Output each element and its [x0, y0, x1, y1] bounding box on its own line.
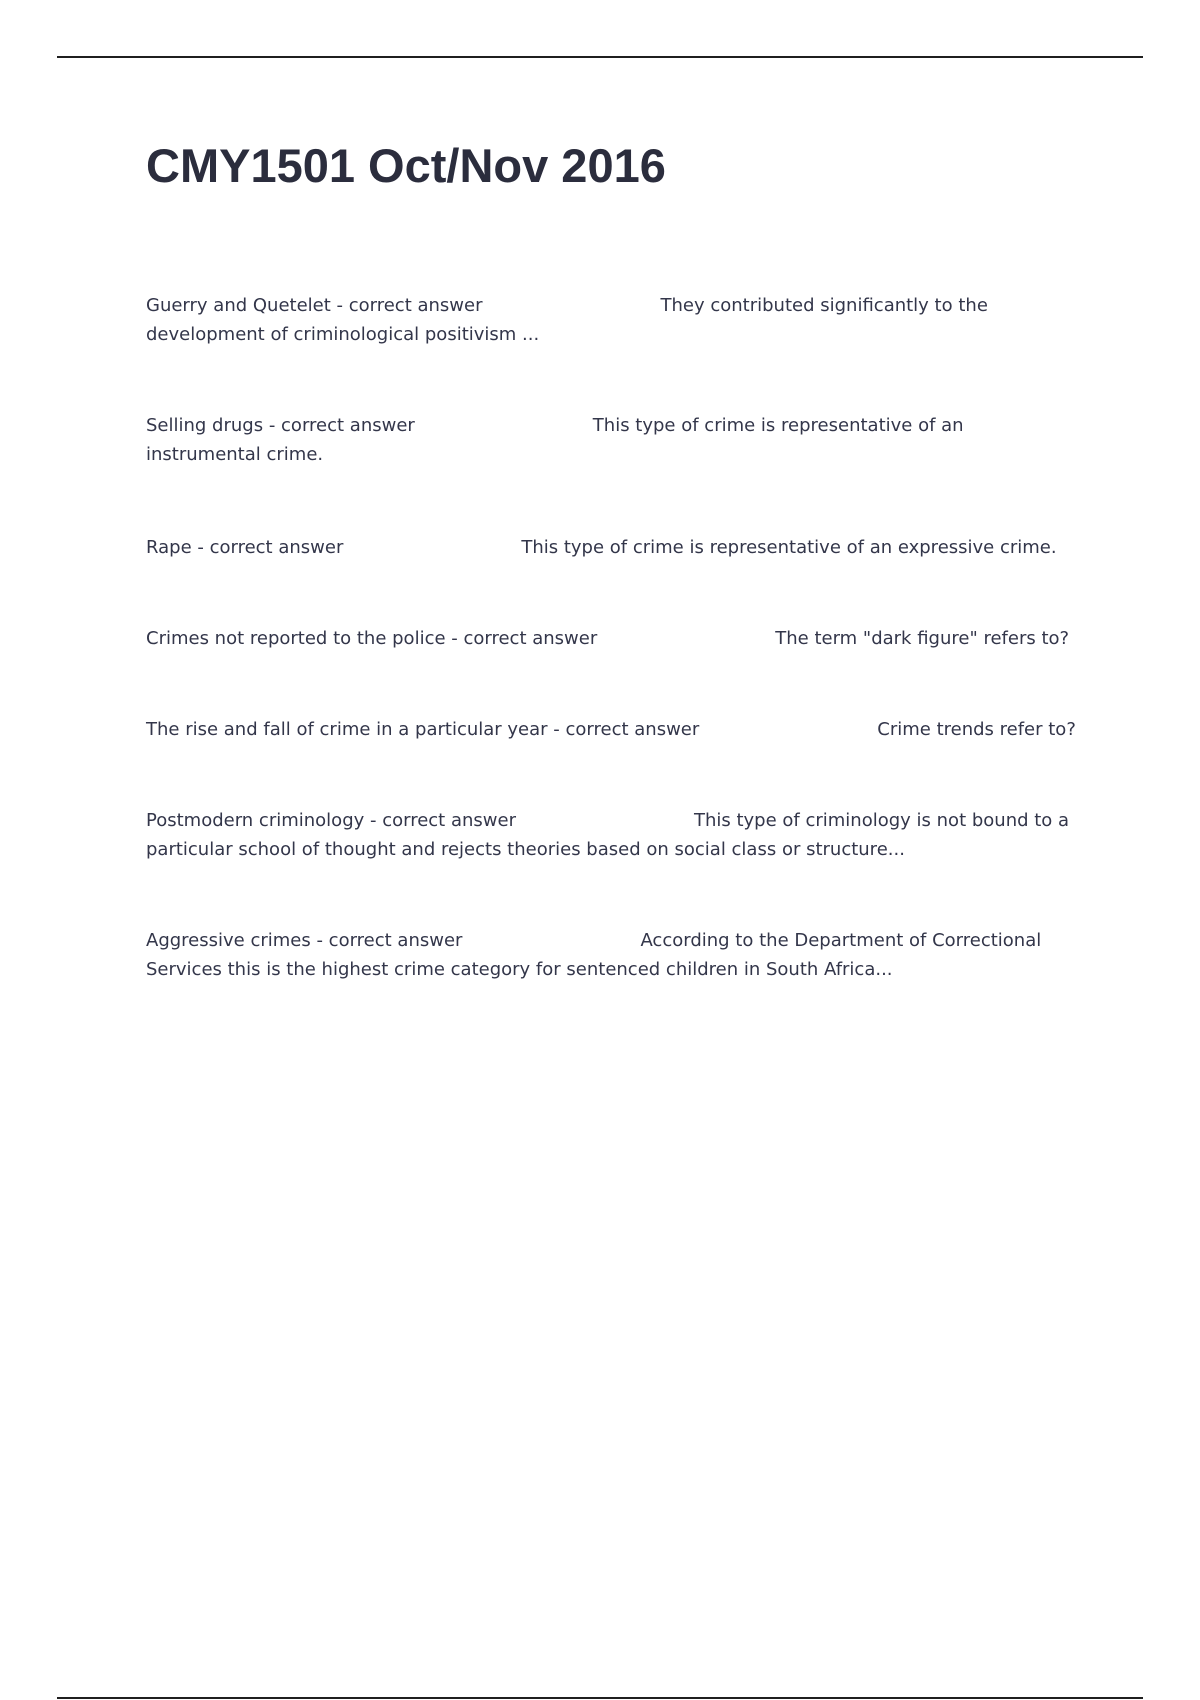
qa-item	[146, 624, 1076, 653]
qa-term: The rise and fall of crime in a particular year - correct answer	[146, 719, 700, 740]
qa-definition: They contributed significantly to the development of criminological positivism ...	[146, 295, 988, 345]
qa-definition: This type of criminology is not bound to a particular school of thought and rejects theories based on social class or structure...	[146, 810, 1070, 860]
qa-definition: Crime trends refer to?	[877, 719, 1076, 740]
qa-term: Postmodern criminology - correct answer	[146, 810, 516, 831]
qa-term: Selling drugs - correct answer	[146, 415, 415, 436]
qa-item	[146, 291, 1076, 349]
bottom-rule	[57, 1697, 1143, 1699]
document-title: CMY1501 Oct/Nov 2016	[146, 139, 666, 192]
qa-definition: According to the Department of Correctional Services this is the highest crime category for sentenced children in South Africa...	[146, 930, 1042, 980]
qa-item	[146, 926, 1076, 984]
qa-item	[146, 533, 1076, 562]
qa-term: Aggressive crimes - correct answer	[146, 930, 463, 951]
qa-term: Crimes not reported to the police - correct answer	[146, 628, 598, 649]
top-rule	[57, 56, 1143, 58]
qa-term: Rape - correct answer	[146, 537, 344, 558]
qa-definition: This type of crime is representative of an expressive crime.	[521, 537, 1057, 558]
qa-item	[146, 715, 1076, 744]
qa-item	[146, 411, 1076, 469]
qa-item	[146, 806, 1076, 864]
qa-definition: The term "dark figure" refers to?	[775, 628, 1070, 649]
qa-definition: This type of crime is representative of an instrumental crime.	[146, 415, 964, 465]
qa-term: Guerry and Quetelet - correct answer	[146, 295, 483, 316]
